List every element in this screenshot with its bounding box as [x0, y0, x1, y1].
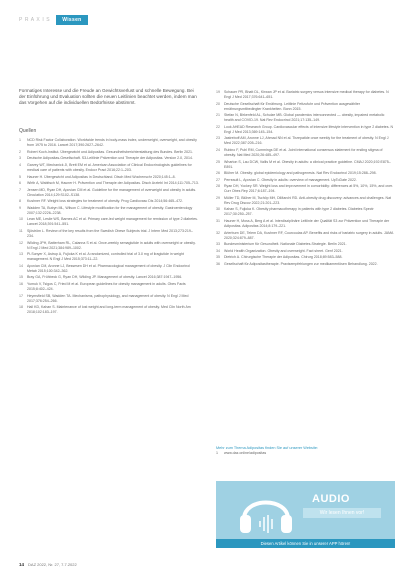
reference-number: 6	[19, 181, 21, 186]
page-footer	[19, 562, 77, 567]
reference-text: Blüher M. Obesity: global epidemiology and pathogenesis. Nat Rev Endocrinol 2019;15:288–298.	[224, 171, 377, 176]
audio-app-strip: Diesen Artikel können Sie in unserer APP hören!	[216, 539, 395, 548]
reference-item	[19, 156, 199, 161]
reference-item	[19, 282, 199, 292]
reference-text: Sjöström L. Review of the key results from the Swedish Obese Subjects trial. J Intern Med 2013;273:219–234.	[27, 228, 193, 239]
reference-text: Robert Koch-Institut. Übergewicht und Adipositas. Gesundheitsberichterstattung des Bundes. Berlin 2021.	[27, 149, 194, 154]
reference-list-right	[216, 90, 394, 267]
reference-item	[216, 160, 394, 170]
reference-text: Gesellschaft für Adipositastherapie. Praxisempfehlungen zur medikamentösen Behandlung. 2022.	[224, 261, 378, 266]
reference-number: 29	[216, 195, 220, 200]
reference-item	[19, 264, 199, 274]
reference-text: Lean ME, Leslie WS, Barnes AC et al. Primary care-led weight management for remission of type 2 diabetes. Lancet 2018;391:541–551.	[27, 217, 198, 227]
reference-item	[216, 148, 394, 158]
reference-number: 7	[19, 187, 21, 192]
reference-number: 23	[216, 136, 220, 141]
page-header	[19, 14, 88, 26]
reference-text: Jensen MD, Ryan DH, Apovian CM et al. Guideline for the management of overweight and obesity in adults. Circulation 2014;129:S102–S138.	[27, 187, 197, 197]
reference-text: Ryan DH, Yockey SR. Weight loss and improvement in comorbidity: differences at 5%, 10%, 15%, and over. Curr Obes Rep 2017;6:187–194.	[224, 184, 394, 194]
reference-number: 16	[19, 281, 23, 286]
reference-text: Kahan S, Fujioka K. Obesity pharmacotherapy in patients with type 2 diabetes. Diabetes Spectr 2017;30:250–257.	[224, 207, 374, 217]
link-text[interactable]: www.daz.online/adipositas	[224, 451, 267, 455]
section-label: P R A X I S	[19, 17, 51, 23]
reference-number: 31	[216, 219, 220, 224]
reference-number: 13	[19, 252, 23, 257]
link-number: 1	[216, 451, 218, 455]
reference-number: 30	[216, 207, 220, 212]
reference-number: 2	[19, 149, 21, 154]
reference-item	[19, 163, 199, 173]
reference-item	[216, 207, 394, 217]
reference-item	[216, 242, 394, 247]
left-column	[19, 88, 199, 317]
reference-number: 26	[216, 171, 220, 176]
section-tab: Wissen	[56, 15, 87, 25]
reference-number: 8	[19, 199, 21, 204]
reference-item	[19, 229, 199, 239]
reference-text: Wilding JPH, Batterham RL, Calanna S et al. Once-weekly semaglutide in adults with overweight or obesity. N Engl J Med 2021;384:989–1002.	[27, 240, 196, 250]
reference-text: World Health Organization. Obesity and overweight. Fact sheet. Genf 2021.	[224, 248, 343, 253]
reference-number: 20	[216, 101, 220, 106]
reference-text: Kushner RF. Weight loss strategies for treatment of obesity. Prog Cardiovasc Dis 2014;56:465–472.	[27, 199, 184, 204]
reference-item	[19, 150, 199, 155]
reference-number: 33	[216, 242, 220, 247]
reference-item	[216, 136, 394, 146]
audio-title: AUDIO	[312, 493, 350, 505]
reference-item	[216, 178, 394, 183]
reference-item	[19, 181, 199, 186]
audio-banner[interactable]	[216, 481, 395, 548]
reference-text: Rubino F, Puhl RM, Cummings DE et al. Joint international consensus statement for ending stigma of obesity. Nat Med 2020;26:485–497.	[224, 147, 383, 158]
reference-text: Pi-Sunyer X, Astrup A, Fujioka K et al. A randomized, controlled trial of 3.0 mg of liraglutide in weight management. N Engl J Med 2015;373:11–22.	[27, 252, 184, 262]
reference-text: Bray GA, Frühbeck G, Ryan DH, Wilding JP. Management of obesity. Lancet 2016;387:1947–1956.	[27, 275, 183, 280]
references-title: Quellen	[19, 128, 37, 135]
reference-number: 10	[19, 217, 23, 222]
reference-number: 34	[216, 248, 220, 253]
reference-number: 17	[19, 293, 23, 298]
reference-text: Apovian CM, Aronne LJ, Bessesen DH et al. Pharmacological management of obesity. J Clin Endocrinol Metab 2015;100:342–362.	[27, 263, 190, 273]
links-box	[216, 446, 394, 456]
right-column	[216, 90, 394, 268]
reference-text: Hauner H. Übergewicht und Adipositas in Deutschland. Dtsch Med Wochenschr 2020;145:1–8.	[27, 174, 176, 179]
audio-subtitle: Wir lesen Ihnen vor!	[303, 508, 381, 518]
reference-item	[19, 252, 199, 262]
reference-item	[216, 90, 394, 100]
reference-item	[216, 231, 394, 241]
reference-number: 21	[216, 113, 220, 118]
reference-item	[216, 171, 394, 176]
reference-number: 36	[216, 261, 220, 266]
reference-number: 3	[19, 156, 21, 161]
reference-text: Look AHEAD Research Group. Cardiovascular effects of intensive lifestyle intervention in type 2 diabetes. N Engl J Med 2013;369:145–154.	[224, 124, 394, 134]
reference-item	[19, 175, 199, 180]
reference-number: 28	[216, 184, 220, 189]
reference-text: Stefan N, Birkenfeld AL, Schulze MB. Global pandemics interconnected — obesity, impaired metabolic health and COVID-19. Nat Rev Endocrinol 2021;17:135–149.	[224, 113, 385, 123]
reference-item	[19, 305, 199, 315]
reference-item	[216, 125, 394, 135]
links-heading: Mehr zum Thema Adipositas finden Sie auf unserer Website:	[216, 446, 319, 450]
reference-number: 22	[216, 124, 220, 129]
headphones-icon	[236, 485, 296, 539]
reference-list-left	[19, 138, 199, 315]
reference-text: NCD Risk Factor Collaboration. Worldwide trends in body-mass index, underweight, overweight, and obesity from 1975 to 2016. Lancet 2017;390:2627–2642.	[27, 138, 197, 148]
reference-number: 35	[216, 255, 220, 260]
reference-text: Arterburn DE, Telem DA, Kushner RF, Courcoulas AP. Benefits and risks of bariatric surgery in adults. JAMA 2020;324:879–887.	[224, 230, 394, 240]
reference-number: 12	[19, 240, 23, 245]
reference-text: Heymsfield SB, Wadden TA. Mechanisms, pathophysiology, and management of obesity. N Engl J Med 2017;376:254–266.	[27, 293, 189, 303]
reference-item	[19, 206, 199, 216]
reference-number: 18	[19, 305, 23, 310]
reference-item	[216, 255, 394, 260]
reference-item	[19, 199, 199, 204]
reference-number: 19	[216, 90, 220, 94]
reference-item	[216, 262, 394, 267]
reference-text: Jastreboff AM, Aronne LJ, Ahmad NN et al. Tirzepatide once weekly for the treatment of obesity. N Engl J Med 2022;387:205–216.	[224, 136, 389, 146]
reference-item	[19, 241, 199, 251]
reference-item	[216, 184, 394, 194]
reference-number: 24	[216, 147, 220, 152]
reference-number: 1	[19, 138, 21, 143]
footer-issue: DAZ 2022, Nr. 27, 7.7.2022	[28, 562, 77, 567]
reference-number: 11	[19, 228, 23, 233]
reference-text: Garvey WT, Mechanick JI, Brett EM et al. American Association of Clinical Endocrinologists guidelines for medical care of patients with obesity. Endocr Pract 2016;22:1–203.	[27, 162, 192, 173]
reference-text: Wharton S, Lau DCW, Vallis M et al. Obesity in adults: a clinical practice guideline. CMAJ 2020;192:E875–E891.	[224, 159, 391, 169]
reference-number: 5	[19, 174, 21, 179]
reference-text: Dietrich A. Chirurgische Therapie der Adipositas. Chirurg 2018;89:583–588.	[224, 255, 343, 260]
reference-text: Hall KD, Kahan S. Maintenance of lost weight and long-term management of obesity. Med Clin North Am 2018;102:183–197.	[27, 305, 191, 315]
reference-text: Deutsche Adipositas-Gesellschaft. S3-Leitlinie Prävention und Therapie der Adipositas. Version 2.0, 2014.	[27, 156, 193, 161]
reference-number: 27	[216, 177, 220, 182]
reference-text: Deutsche Gesellschaft für Ernährung. Leitlinie Fettzufuhr und Prävention ausgewählter ernährungsmitbedingter Krankheiten. Bonn 2015.	[224, 101, 361, 111]
reference-text: Bundesministerium für Gesundheit. Nationale Diabetes-Strategie. Berlin 2021.	[224, 242, 347, 247]
reference-item	[216, 219, 394, 229]
reference-item	[19, 138, 199, 148]
reference-item	[216, 249, 394, 254]
reference-text: Wadden TA, Butryn ML, Wilson C. Lifestyle modification for the management of obesity. Gastroenterology 2007;132:2226–2238.	[27, 205, 193, 215]
reference-number: 25	[216, 159, 220, 164]
reference-text: Müller TD, Blüher M, Tschöp MH, DiMarchi RD. Anti-obesity drug discovery: advances and challenges. Nat Rev Drug Discov 2022;21:201–223.	[224, 195, 392, 205]
reference-item	[216, 113, 394, 123]
page-number: 14	[19, 562, 25, 567]
reference-number: 9	[19, 205, 21, 210]
intro-paragraph: Formatiges Interesse und die Freude an Gewichtsverlust und schnelle Bewegung. Bei der Einführung und Evaluation sollten die neuen Leitlinien beachtet werden, indem man das Vorgehen auf die individuellen Bedürfnisse abstimmt.	[19, 88, 197, 106]
reference-item	[19, 188, 199, 198]
reference-text: Hauner H, Moss A, Berg A et al. Interdisziplinäre Leitlinie der Qualität S3 zur Prävention und Therapie der Adipositas. Adipositas 2014;8:179–221.	[224, 219, 390, 229]
reference-item	[216, 196, 394, 206]
reference-number: 32	[216, 230, 220, 235]
reference-number: 15	[19, 275, 23, 280]
reference-item	[216, 102, 394, 112]
reference-number: 4	[19, 162, 21, 167]
reference-text: Perreault L, Apovian C. Obesity in adults: overview of management. UpToDate 2022.	[224, 177, 357, 182]
reference-item	[19, 294, 199, 304]
reference-text: Wirth A, Wabitsch M, Hauner H. Prävention und Therapie der Adipositas. Dtsch Arztebl Int 2014;111:705–713.	[27, 181, 199, 186]
reference-item	[19, 275, 199, 280]
reference-number: 14	[19, 263, 23, 268]
reference-text: Schauer PR, Bhatt DL, Kirwan JP et al. Bariatric surgery versus intensive medical therapy for diabetes. N Engl J Med 2017;376:641–651.	[224, 90, 389, 100]
reference-text: Yumuk V, Tsigos C, Fried M et al. European guidelines for obesity management in adults. Obes Facts 2015;8:402–424.	[27, 281, 186, 291]
link-item[interactable]	[216, 451, 394, 456]
reference-item	[19, 217, 199, 227]
